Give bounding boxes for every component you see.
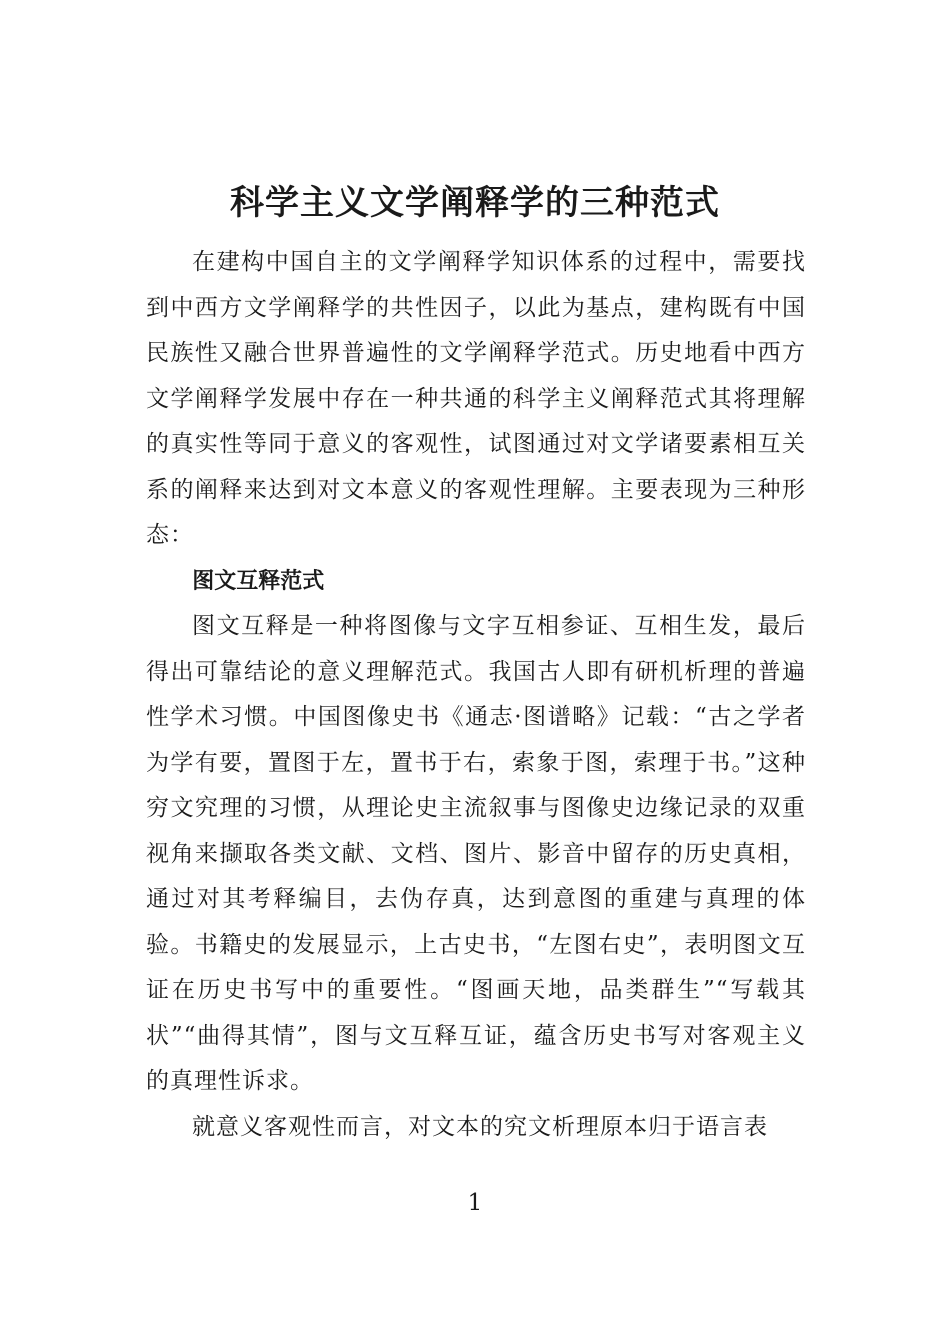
section-heading: 图文互释范式	[192, 568, 325, 594]
intro-paragraph: 在建构中国自主的文学阐释学知识体系的过程中，需要找到中西方文学阐释学的共性因子，以此为基点，建构既有中国民族性又融合世界普遍性的文学阐释学范式。历史地看中西方文学阐释学发展中存在一种共通的科学主义阐释范式其将理解的真实性等同于意义的客观性，试图通过对文学诸要素相互关系的阐释来达到对文本意义的客观性理解。主要表现为三种形态：	[146, 249, 806, 548]
page-number: 1	[467, 1190, 483, 1216]
document-body	[146, 240, 806, 1150]
document-title: 科学主义文学阐释学的三种范式	[230, 183, 720, 223]
section-paragraph-2: 就意义客观性而言，对文本的究文析理原本归于语言表	[192, 1113, 768, 1140]
section-paragraph-1: 图文互释是一种将图像与文字互相参证、互相生发，最后得出可靠结论的意义理解范式。我国古人即有研机析理的普遍性学术习惯。中国图像史书《通志·图谱略》记载：“古之学者为学有要，置图于左，置书于右，索象于图，索理于书。”这种穷文究理的习惯，从理论史主流叙事与图像史边缘记录的双重视角来撷取各类文献、文档、图片、影音中留存的历史真相，通过对其考释编目，去伪存真，达到意图的重建与真理的体验。书籍史的发展显示，上古史书，“左图右史”，表明图文互证在历史书写中的重要性。“图画天地，品类群生”“写载其状”“曲得其情”，图与文互释互证，蕴含历史书写对客观主义的真理性诉求。	[146, 613, 806, 1094]
